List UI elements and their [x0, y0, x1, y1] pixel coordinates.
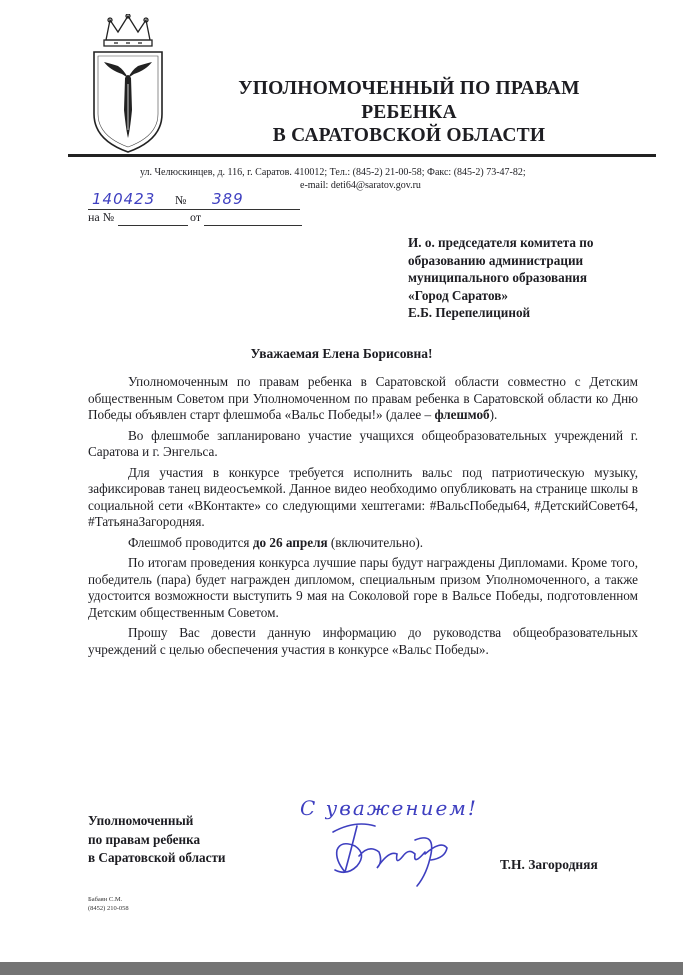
contact-details [140, 166, 610, 192]
reply-to-label: на № [88, 210, 115, 224]
addressee-line: «Город Саратов» [408, 287, 508, 303]
title-line-1: УПОЛНОМОЧЕННЫЙ ПО ПРАВАМ [238, 78, 580, 99]
deadline: до 26 апреля [252, 534, 328, 550]
paragraph-4: Флешмоб проводится до 26 апреля (включительно). [128, 534, 424, 550]
reply-from-label: от [190, 210, 202, 224]
reply-date-line [204, 225, 302, 226]
scan-border [0, 962, 683, 975]
handwritten-signature [285, 790, 515, 890]
paragraph-5: По итогам проведения конкурса лучшие пары будут награждены Дипломами. Кроме того, победитель (пара) будет награжден дипломом, специальным призом Уполномоченного, а также удостоится возможности выступить 9 мая на Соколовой горе в Вальсе Победы, подготовленном Детским общественным Советом. [88, 555, 638, 620]
letter-body [88, 374, 638, 662]
addressee-block [408, 234, 658, 322]
organization-title [214, 77, 604, 148]
handwritten-number: 389 [212, 190, 244, 208]
executor-name: Бабаян С.М. [88, 896, 123, 903]
signatory-position: Уполномоченный по правам ребенка в Саратовской области [88, 813, 226, 865]
header-divider [68, 154, 656, 157]
paragraph-2: Во флешмобе запланировано участие учащихся общеобразовательных учреждений г. Саратова и г. Энгельса. [88, 427, 638, 459]
addressee-line: образованию администрации [408, 252, 584, 268]
addressee-line: муниципального образования [408, 270, 588, 285]
title-line-2: РЕБЕНКА [361, 101, 457, 123]
executor-info [88, 895, 129, 913]
signatory-name: Т.Н. Загородняя [500, 857, 598, 872]
salutation: Уважаемая Елена Борисовна! [250, 346, 433, 361]
email-line: e-mail: deti64@saratov.gov.ru [300, 180, 421, 191]
addressee-line: И. о. председателя комитета по [408, 235, 594, 250]
handwritten-date: 140423 [92, 190, 156, 208]
address-phone-fax: ул. Челюскинцев, д. 116, г. Саратов. 410012; Тел.: (845-2) 21-00-58; Факс: (845-2) 73-47-82; [140, 167, 526, 178]
paragraph-6: Прошу Вас довести данную информацию до руководства общеобразовательных учреждений с целью обеспечения участия в конкурсе «Вальс Победы». [88, 625, 638, 657]
title-line-3: В САРАТОВСКОЙ ОБЛАСТИ [272, 125, 546, 146]
paragraph-1: Уполномоченным по правам ребенка в Саратовской области совместно с Детским общественным Советом при Уполномоченном по правам ребенка в Саратовской области ко Дню Победы объявлен старт флешмоба «Вальс Победы!» (далее – флешмоб). [88, 374, 638, 422]
handwritten-regards: С уважением! [300, 796, 478, 820]
coat-of-arms-emblem [88, 14, 168, 154]
reply-number-line [118, 225, 188, 226]
flashmob-term: флешмоб [434, 407, 490, 422]
paragraph-3: Для участия в конкурсе требуется исполнить вальс под патриотическую музыку, зафиксировав танец видеосъемкой. Данное видео необходимо опубликовать на странице школы в социальной сети «ВКонтакте» со следующими хештегами: #ВальсПобеды64, #ДетскийСовет64, #ТатьянаЗагородняя. [88, 464, 638, 529]
executor-phone: (8452) 210-058 [88, 905, 129, 912]
number-label: № [175, 193, 187, 207]
addressee-name: Е.Б. Перепелициной [408, 305, 531, 320]
